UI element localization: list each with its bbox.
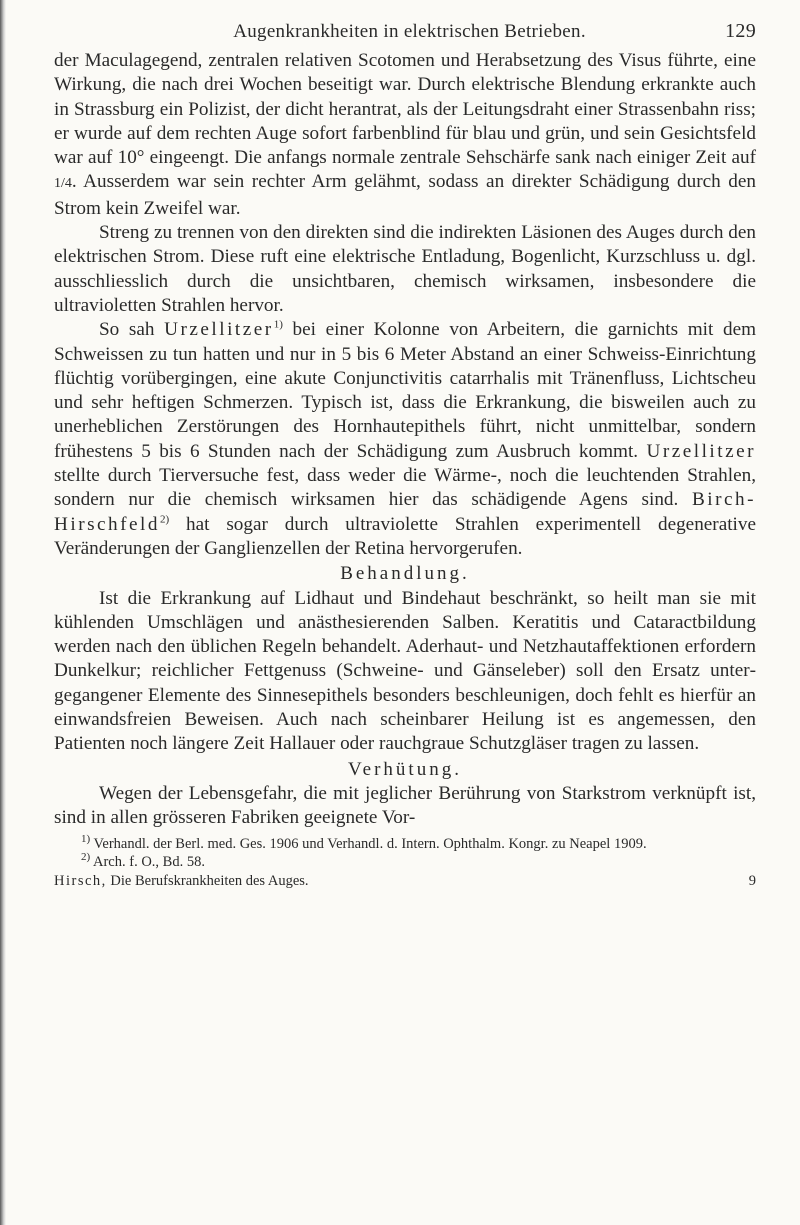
page-edge-shadow <box>0 0 6 1225</box>
author-name-urzellitzer-2: Urzellitzer <box>646 440 756 462</box>
author-name-urzellitzer: Urzellitzer <box>164 319 274 341</box>
fraction: 1/4 <box>54 176 72 192</box>
book-credit <box>54 872 309 891</box>
footnote-1 <box>54 832 756 854</box>
signature-mark: 9 <box>748 872 756 889</box>
footnote-2 <box>54 853 756 872</box>
section-heading-verhuetung: Verhütung. <box>348 758 462 780</box>
footnote-1-mark: 1) <box>81 832 91 845</box>
book-author: Hirsch, <box>54 872 107 889</box>
book-page <box>54 20 756 890</box>
running-header <box>54 20 756 43</box>
running-title: Augenkrankheiten in elektrischen Betrieben. <box>233 21 586 42</box>
book-title: Die Berufskrankheiten des Auges. <box>110 872 309 889</box>
page-number: 129 <box>725 20 756 42</box>
signature-line <box>54 872 756 891</box>
paragraph-3 <box>54 318 756 561</box>
paragraph-3-a: So sah <box>99 319 155 341</box>
footnotes <box>54 832 756 872</box>
paragraph-1-text: der Maculagegend, zentralen relativen Scotomen und Herabsetzung des Visus führte, eine Wirkung, die nach drei Wochen beseitigt war. Durch elektrische Blendung erkrankte auch in Strassburg ein Polizist, der dicht herantrat, als der Leitungsdraht einer Strassenbahn riss; er wurde auf dem rechten Auge sofort farbenblind für blau und grün, und sein Gesichtsfeld war auf 10° eingeengt. Die anfangs normale zentrale Sehschärfe sank nach einiger Zeit auf <box>54 50 756 169</box>
author-name-birch-hirschfeld: Birch-Hirschfeld <box>54 489 756 535</box>
paragraph-1-end: . Ausserdem war sein rechter Arm gelähmt, sodass an direkter Schädigung durch den Strom kein Zweifel war. <box>54 171 756 219</box>
paragraph-2: Streng zu trennen von den direkten sind die indirekten Läsionen des Auges durch den elektrischen Strom. Diese ruft eine elektrische Entladung, Bogenlicht, Kurzschluss u. dgl. ausschliesslich durch die unsichtbaren, chemisch wirksamen, insbesondere die ultravioletten Strahlen hervor. <box>54 222 756 316</box>
paragraph-3-c: stellte durch Tierversuche fest, dass weder die Wärme-, noch die leuchtenden Strahlen, sondern nur die chemisch wirksamen hier das schädigende Agens sind. <box>54 465 756 511</box>
paragraph-3-b: bei einer Kolonne von Arbeitern, die garnichts mit dem Schweissen zu tun hatten und nur in 5 bis 6 Meter Abstand an einer Schweiss-Einrichtung flüchtig vorübergingen, eine akute Conjunctivitis catarrhalis mit Tränenfluss, Lichtscheu und sehr heftigen Schmerzen. Typisch ist, dass die Erkrankung, die bisweilen auch zu unerheblichen Zerstörungen des Hornhautepithels führt, nicht unmittelbar, sondern frühestens 5 bis 6 Stunden nach der Schädigung zum Ausbruch kommt. <box>54 319 757 462</box>
section-heading-behandlung: Behandlung. <box>340 563 470 585</box>
footnote-2-text: Arch. f. O., Bd. 58. <box>93 854 205 870</box>
paragraph-3-d: hat sogar durch ultraviolette Strahlen experimentell degenerative Veränderungen der Ganglienzellen der Retina hervorgerufen. <box>54 513 756 559</box>
paragraph-1 <box>54 49 756 221</box>
footnote-2-mark: 2) <box>81 851 91 864</box>
body-text <box>54 49 756 831</box>
footnote-ref-1: 1) <box>273 318 283 331</box>
footnote-1-text: Verhandl. der Berl. med. Ges. 1906 und Verhandl. d. Intern. Ophthalm. Kongr. zu Neapel 1909. <box>93 835 647 852</box>
footnote-ref-2: 2) <box>160 513 170 526</box>
paragraph-4: Ist die Erkrankung auf Lidhaut und Bindehaut beschränkt, so heilt man sie mit kühlenden Umschlägen und anästhesierenden Salben. Keratitis und Cataractbildung werden nach den üblichen Regeln behandelt. Aderhaut- und Netzhautaffektionen erfordern Dunkelkur; reichlicher Fettgenuss (Schweine- und Gänseleber) soll den Ersatz untergegangener Elemente des Sinnesepithels besonders beschleunigen, doch fehlt es hierfür an einwandsfreien Beweisen. Auch nach scheinbarer Heilung ist es angemessen, den Patienten noch längere Zeit Hallauer oder rauchgraue Schutzgläser tragen zu lassen. <box>54 587 756 755</box>
paragraph-5: Wegen der Lebensgefahr, die mit jeglicher Berührung von Starkstrom verknüpft ist, sind in allen grösseren Fabriken geeignete Vor- <box>54 782 756 829</box>
